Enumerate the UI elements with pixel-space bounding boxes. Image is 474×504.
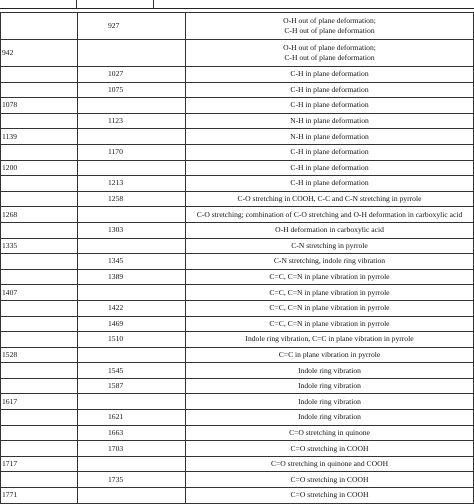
table-row <box>1 285 474 301</box>
assignment-cell <box>186 456 474 472</box>
table-row <box>1 456 474 472</box>
assignment-cell <box>186 472 474 488</box>
experimental-wavenumber-cell <box>1 332 78 348</box>
assignment-text: C=O stretching in COOH <box>290 443 369 453</box>
assignment-text: C-O stretching in COOH, C-C and C-N stretching in pyrrole <box>237 194 422 204</box>
experimental-wavenumber-cell: 1200 <box>1 160 78 176</box>
assignment-text: C-H in plane deformation <box>290 147 369 157</box>
calculated-wavenumber-cell: 1422 <box>78 300 186 316</box>
assignment-text: Indole ring vibration <box>298 365 361 375</box>
assignment-cell <box>186 316 474 332</box>
assignment-text: N-H in plane deformation <box>290 131 369 141</box>
assignment-text: C-O stretching; combination of C-O stretching and O-H deformation in carboxylic acid <box>196 209 463 219</box>
assignment-cell <box>186 191 474 207</box>
calculated-wavenumber-cell: 1663 <box>78 425 186 441</box>
table-row <box>1 144 474 160</box>
assignment-text: Indole ring vibration <box>298 381 361 391</box>
table-row <box>1 113 474 129</box>
calculated-wavenumber-cell <box>78 456 186 472</box>
assignment-text: N-H in plane deformation <box>290 116 369 126</box>
calculated-wavenumber-cell: 1123 <box>78 113 186 129</box>
table-row <box>1 160 474 176</box>
table-row <box>1 410 474 426</box>
table-row <box>1 13 474 40</box>
assignment-text: C=C, C=N in plane vibration in pyrrole <box>269 272 390 282</box>
calculated-wavenumber-cell <box>78 98 186 114</box>
calculated-wavenumber-cell <box>78 129 186 145</box>
table-row <box>1 378 474 394</box>
column-divider <box>153 0 154 8</box>
experimental-wavenumber-cell: 1139 <box>1 129 78 145</box>
assignment-cell <box>186 285 474 301</box>
calculated-wavenumber-cell <box>78 394 186 410</box>
experimental-wavenumber-cell <box>1 316 78 332</box>
assignment-text: C-H in plane deformation <box>290 178 369 188</box>
experimental-wavenumber-cell <box>1 82 78 98</box>
experimental-wavenumber-cell <box>1 254 78 270</box>
assignment-cell <box>186 222 474 238</box>
table-row <box>1 67 474 83</box>
assignment-text: C-H in plane deformation <box>290 84 369 94</box>
assignment-text: C-H out of plane deformation <box>284 26 375 35</box>
assignment-cell <box>186 129 474 145</box>
experimental-wavenumber-cell: 1617 <box>1 394 78 410</box>
assignment-text: C-H in plane deformation <box>290 162 369 172</box>
assignment-text: Indole ring vibration <box>298 412 361 422</box>
assignment-cell <box>186 113 474 129</box>
experimental-wavenumber-cell: 1771 <box>1 488 78 504</box>
table-row <box>1 300 474 316</box>
ir-band-assignment-table <box>0 12 474 504</box>
experimental-wavenumber-cell <box>1 472 78 488</box>
experimental-wavenumber-cell: 1268 <box>1 207 78 223</box>
calculated-wavenumber-cell <box>78 285 186 301</box>
assignment-cell <box>186 67 474 83</box>
calculated-wavenumber-cell <box>78 347 186 363</box>
assignment-cell <box>186 269 474 285</box>
assignment-cell <box>186 394 474 410</box>
assignment-cell <box>186 347 474 363</box>
assignment-text: C-N stretching, indole ring vibration <box>273 256 386 266</box>
assignment-text: C=O stretching in COOH <box>290 474 369 484</box>
table-row <box>1 441 474 457</box>
experimental-wavenumber-cell <box>1 269 78 285</box>
assignment-cell <box>186 332 474 348</box>
assignment-text: C=O stretching in quinone and COOH <box>270 459 389 469</box>
experimental-wavenumber-cell <box>1 113 78 129</box>
table-row <box>1 394 474 410</box>
calculated-wavenumber-cell: 1170 <box>78 144 186 160</box>
table-row <box>1 332 474 348</box>
assignment-cell <box>186 82 474 98</box>
assignment-cell <box>186 98 474 114</box>
table-row <box>1 425 474 441</box>
assignment-cell <box>186 441 474 457</box>
experimental-wavenumber-cell <box>1 13 78 40</box>
calculated-wavenumber-cell: 927 <box>78 13 186 40</box>
experimental-wavenumber-cell <box>1 410 78 426</box>
table-row <box>1 222 474 238</box>
experimental-wavenumber-cell <box>1 363 78 379</box>
assignment-text: O-H out of plane deformation; <box>283 16 376 25</box>
assignment-text: C-H in plane deformation <box>290 69 369 79</box>
table-row <box>1 98 474 114</box>
assignment-text: C=O stretching in COOH <box>290 490 369 500</box>
experimental-wavenumber-cell <box>1 176 78 192</box>
table-row <box>1 316 474 332</box>
calculated-wavenumber-cell: 1735 <box>78 472 186 488</box>
table-row <box>1 207 474 223</box>
calculated-wavenumber-cell: 1345 <box>78 254 186 270</box>
table-row <box>1 176 474 192</box>
assignment-cell <box>186 238 474 254</box>
experimental-wavenumber-cell: 1078 <box>1 98 78 114</box>
experimental-wavenumber-cell <box>1 222 78 238</box>
assignment-text: C=C, C=N in plane vibration in pyrrole <box>269 303 390 313</box>
assignment-cell <box>186 378 474 394</box>
header-rule <box>0 0 474 9</box>
experimental-wavenumber-cell: 1335 <box>1 238 78 254</box>
assignment-text: C=C, C=N in plane vibration in pyrrole <box>269 318 390 328</box>
experimental-wavenumber-cell <box>1 425 78 441</box>
assignment-text: O-H deformation in carboxylic acid <box>275 225 384 235</box>
assignment-cell <box>186 488 474 504</box>
calculated-wavenumber-cell <box>78 207 186 223</box>
calculated-wavenumber-cell <box>78 40 186 67</box>
assignment-cell <box>186 176 474 192</box>
calculated-wavenumber-cell: 1258 <box>78 191 186 207</box>
assignment-cell <box>186 363 474 379</box>
experimental-wavenumber-cell <box>1 300 78 316</box>
assignment-text: O-H out of plane deformation; <box>283 43 376 52</box>
table-row <box>1 363 474 379</box>
calculated-wavenumber-cell: 1389 <box>78 269 186 285</box>
column-divider <box>76 0 77 8</box>
experimental-wavenumber-cell <box>1 441 78 457</box>
assignment-cell <box>186 207 474 223</box>
assignment-text: C-H in plane deformation <box>290 100 369 110</box>
experimental-wavenumber-cell <box>1 67 78 83</box>
assignment-cell <box>186 425 474 441</box>
experimental-wavenumber-cell: 1717 <box>1 456 78 472</box>
table-row <box>1 254 474 270</box>
assignment-text: C=O stretching in quinone <box>289 427 370 437</box>
assignment-text: C-H out of plane deformation <box>284 53 375 62</box>
table-body <box>1 13 474 504</box>
experimental-wavenumber-cell: 1528 <box>1 347 78 363</box>
assignment-cell <box>186 40 474 67</box>
experimental-wavenumber-cell: 942 <box>1 40 78 67</box>
table-row <box>1 488 474 504</box>
calculated-wavenumber-cell: 1621 <box>78 410 186 426</box>
experimental-wavenumber-cell <box>1 191 78 207</box>
assignment-cell <box>186 160 474 176</box>
assignment-cell <box>186 254 474 270</box>
table-row <box>1 40 474 67</box>
assignment-cell <box>186 144 474 160</box>
experimental-wavenumber-cell: 1407 <box>1 285 78 301</box>
calculated-wavenumber-cell <box>78 488 186 504</box>
table-row <box>1 238 474 254</box>
calculated-wavenumber-cell: 1469 <box>78 316 186 332</box>
calculated-wavenumber-cell: 1303 <box>78 222 186 238</box>
calculated-wavenumber-cell <box>78 238 186 254</box>
table-row <box>1 347 474 363</box>
assignment-text: Indole ring vibration, C=C in plane vibration in pyrrole <box>245 334 414 344</box>
experimental-wavenumber-cell <box>1 144 78 160</box>
assignment-text: C=C in plane vibration in pyrrole <box>278 349 381 359</box>
calculated-wavenumber-cell: 1587 <box>78 378 186 394</box>
table-row <box>1 129 474 145</box>
table-row <box>1 472 474 488</box>
calculated-wavenumber-cell: 1545 <box>78 363 186 379</box>
assignment-cell <box>186 300 474 316</box>
assignment-text: Indole ring vibration <box>298 396 361 406</box>
assignment-text: C=C, C=N in plane vibration in pyrrole <box>269 287 390 297</box>
calculated-wavenumber-cell: 1213 <box>78 176 186 192</box>
assignment-cell <box>186 410 474 426</box>
assignment-text: C-N stretching in pyrrole <box>291 240 368 250</box>
calculated-wavenumber-cell: 1075 <box>78 82 186 98</box>
assignment-cell <box>186 13 474 40</box>
experimental-wavenumber-cell <box>1 378 78 394</box>
calculated-wavenumber-cell: 1510 <box>78 332 186 348</box>
calculated-wavenumber-cell <box>78 160 186 176</box>
calculated-wavenumber-cell: 1027 <box>78 67 186 83</box>
calculated-wavenumber-cell: 1703 <box>78 441 186 457</box>
table-row <box>1 82 474 98</box>
table-row <box>1 191 474 207</box>
table-row <box>1 269 474 285</box>
